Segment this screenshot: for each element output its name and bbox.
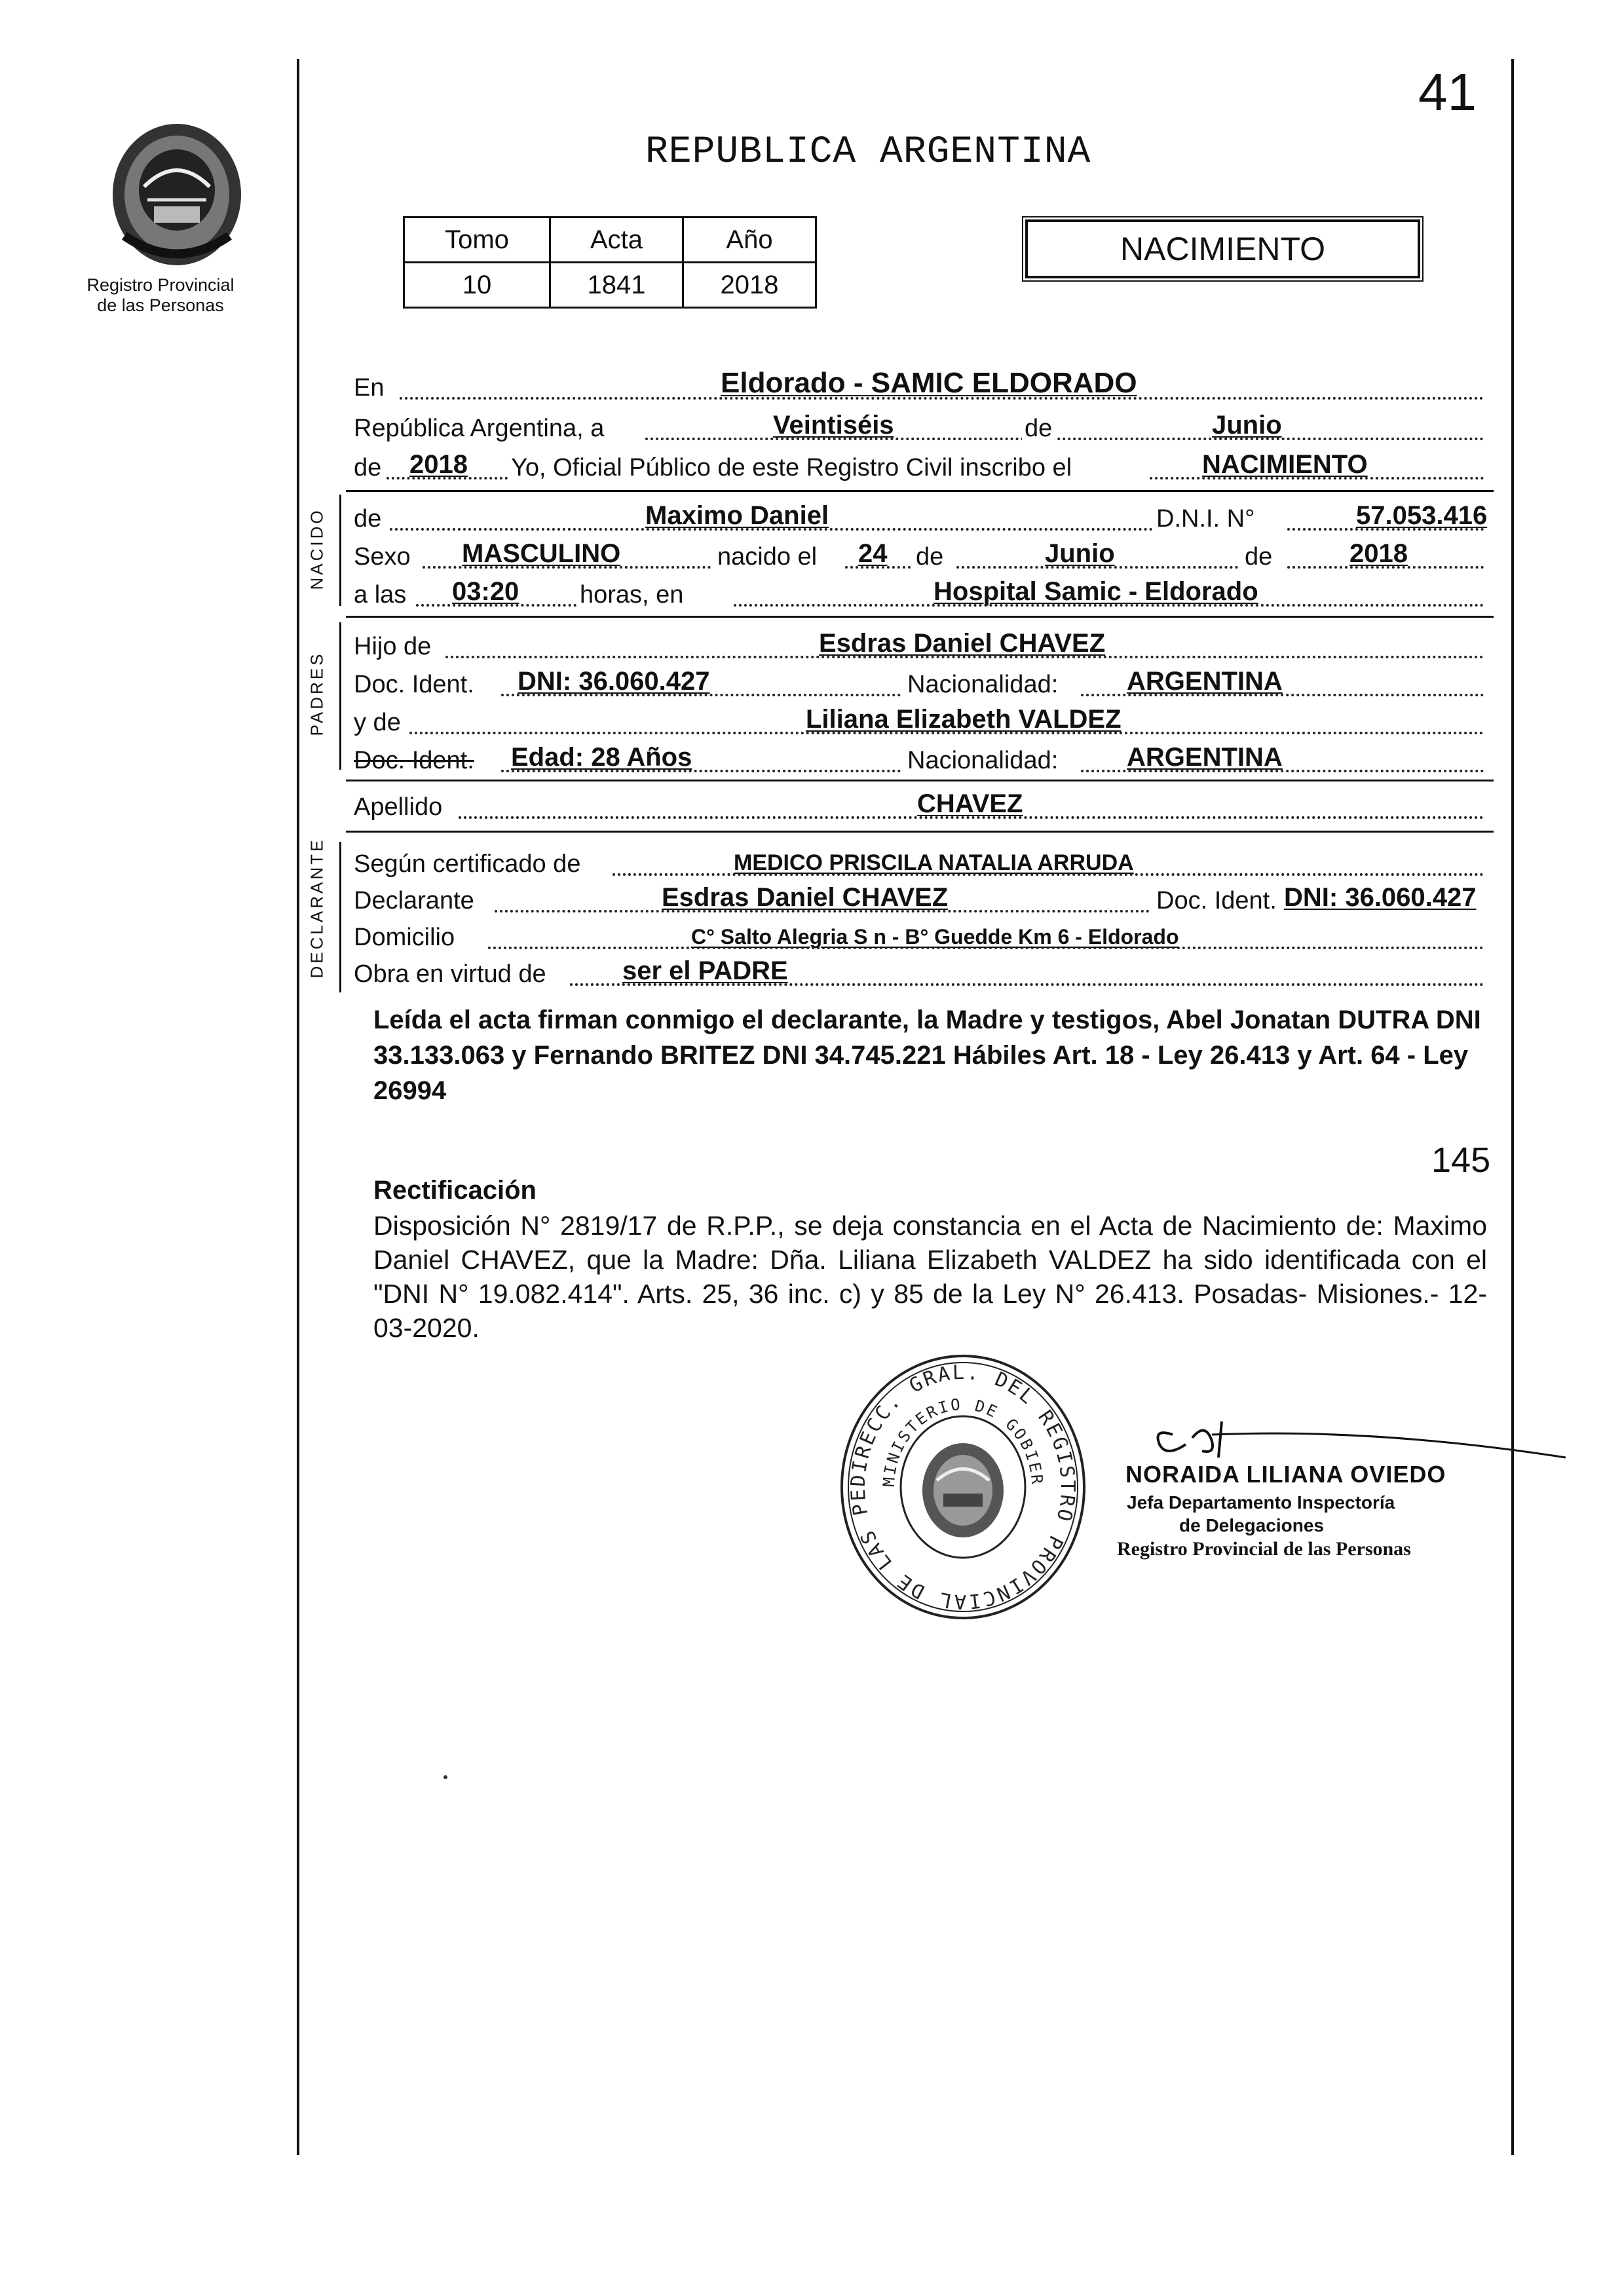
label-de: de bbox=[916, 543, 944, 571]
province-logo bbox=[108, 121, 246, 269]
inscribo-value: NACIMIENTO bbox=[1202, 450, 1368, 479]
label-de: de bbox=[1022, 415, 1055, 443]
signatory-org: Registro Provincial de las Personas bbox=[1117, 1538, 1411, 1560]
rectificacion-title: Rectificación bbox=[373, 1176, 537, 1205]
row-padre bbox=[354, 626, 1484, 664]
row-apellido bbox=[354, 786, 1484, 824]
label-horas: horas, en bbox=[580, 581, 684, 609]
label-hijo-de: Hijo de bbox=[354, 633, 432, 660]
section-bar-nacido bbox=[339, 495, 341, 606]
page-number: 41 bbox=[1418, 63, 1477, 121]
sexo-value: MASCULINO bbox=[462, 539, 621, 568]
signatory-name: NORAIDA LILIANA OVIEDO bbox=[1125, 1461, 1446, 1488]
label-doc-ident-struck: Doc. Ident. bbox=[354, 747, 474, 774]
row-madre bbox=[354, 702, 1484, 740]
row-nacido-sexo bbox=[354, 536, 1484, 574]
label-doc-ident: Doc. Ident. bbox=[1156, 887, 1277, 914]
label-dni: D.N.I. N° bbox=[1156, 505, 1255, 533]
rectificacion-body: Disposición N° 2819/17 de R.P.P., se deja constancia en el Acta de Nacimiento de: Maximo Daniel CHAVEZ, que la Madre: Dña. Liliana Elizabeth VALDEZ ha sido identificada con el "DNI N° 19.082.414". Arts. 25, 36 inc. c) y 85 de la Ley N° 26.413. Posadas- Misiones.- 12-03-2020. bbox=[373, 1211, 1487, 1343]
label-de: de bbox=[1245, 543, 1273, 571]
birth-place: Hospital Samic - Eldorado bbox=[934, 577, 1258, 606]
mother-nationality: ARGENTINA bbox=[1127, 743, 1283, 772]
father-nationality: ARGENTINA bbox=[1127, 667, 1283, 696]
label-domicilio: Domicilio bbox=[354, 924, 455, 951]
father-name: Esdras Daniel CHAVEZ bbox=[819, 629, 1106, 658]
section-bar-declarante bbox=[339, 842, 341, 992]
label-segun-certificado: Según certificado de bbox=[354, 850, 581, 878]
misiones-coat-of-arms-icon bbox=[108, 121, 246, 269]
father-doc: DNI: 36.060.427 bbox=[518, 667, 710, 696]
declarante-value: Esdras Daniel CHAVEZ bbox=[662, 883, 949, 912]
mother-age: Edad: 28 Años bbox=[511, 743, 692, 772]
label-nacionalidad: Nacionalidad: bbox=[907, 747, 1059, 774]
record-type-box: NACIMIENTO bbox=[1025, 219, 1420, 278]
label-sexo: Sexo bbox=[354, 543, 411, 571]
label-apellido: Apellido bbox=[354, 793, 443, 821]
row-obra bbox=[354, 953, 1484, 991]
stray-dot bbox=[443, 1775, 447, 1779]
table-value-acta: 1841 bbox=[550, 263, 683, 308]
right-margin-line bbox=[1511, 59, 1514, 2155]
seal-outer-text: DIRECC. GRAL. DEL REGISTRO PROVINCIAL DE LAS PE bbox=[846, 1361, 1080, 1613]
row-padre-doc bbox=[354, 664, 1484, 702]
section-bar-padres bbox=[339, 622, 341, 770]
row-republica bbox=[354, 407, 1484, 445]
row-nacido-nombre bbox=[354, 498, 1488, 536]
table-header-tomo: Tomo bbox=[404, 217, 550, 263]
label-republica: República Argentina, a bbox=[354, 415, 605, 442]
table-value-ano: 2018 bbox=[683, 263, 816, 308]
label-nacionalidad: Nacionalidad: bbox=[907, 671, 1059, 698]
divider bbox=[346, 616, 1494, 618]
section-label-nacido: NACIDO bbox=[307, 508, 327, 590]
label-de-year: de bbox=[354, 454, 382, 481]
label-declarante: Declarante bbox=[354, 887, 474, 914]
rectificacion-number: 145 bbox=[1431, 1140, 1491, 1180]
label-yo: Yo, Oficial Público de este Registro Civil inscribo el bbox=[511, 454, 1072, 481]
table-header-acta: Acta bbox=[550, 217, 683, 263]
row-declarante bbox=[354, 880, 1484, 918]
label-obra-en-virtud: Obra en virtud de bbox=[354, 960, 546, 988]
divider bbox=[346, 831, 1494, 833]
logo-caption: Registro Provincial de las Personas bbox=[86, 275, 235, 315]
birth-time: 03:20 bbox=[452, 577, 519, 606]
birth-month: Junio bbox=[1045, 539, 1115, 568]
closing-paragraph: Leída el acta firman conmigo el declarante, la Madre y testigos, Abel Jonatan DUTRA DNI 33.133.063 y Fernando BRITEZ DNI 34.745.221 Hábiles Art. 18 - Ley 26.413 y Art. 64 - Ley 26994 bbox=[373, 1006, 1481, 1105]
divider bbox=[346, 490, 1494, 492]
row-nacido-hora bbox=[354, 574, 1484, 612]
domicilio-value: C° Salto Alegria S n - B° Guedde Km 6 - Eldorado bbox=[691, 925, 1179, 949]
row-en bbox=[354, 367, 1484, 405]
divider bbox=[346, 780, 1494, 781]
row-madre-doc bbox=[354, 740, 1484, 778]
row-certificado bbox=[354, 843, 1484, 881]
day-in-words: Veintiséis bbox=[773, 411, 894, 440]
apellido-value: CHAVEZ bbox=[917, 789, 1023, 818]
official-seal bbox=[832, 1349, 1094, 1625]
certificado-value: MEDICO PRISCILA NATALIA ARRUDA bbox=[734, 850, 1134, 875]
birth-year: 2018 bbox=[1349, 539, 1408, 568]
table-header-ano: Año bbox=[683, 217, 816, 263]
left-margin-line bbox=[297, 59, 299, 2155]
label-a-las: a las bbox=[354, 581, 407, 609]
label-y-de: y de bbox=[354, 709, 401, 736]
child-name: Maximo Daniel bbox=[645, 501, 829, 530]
tomo-acta-ano-table bbox=[403, 216, 817, 309]
row-yo bbox=[354, 447, 1484, 485]
seal-inner-text: MINISTERIO DE GOBIER bbox=[879, 1395, 1047, 1488]
dotted-line bbox=[645, 438, 1484, 440]
birth-day: 24 bbox=[858, 539, 888, 568]
label-nacido-el: nacido el bbox=[717, 543, 818, 571]
table-value-tomo: 10 bbox=[404, 263, 550, 308]
year-value: 2018 bbox=[409, 450, 468, 479]
label-doc-ident: Doc. Ident. bbox=[354, 671, 474, 698]
place-value: Eldorado - SAMIC ELDORADO bbox=[721, 367, 1137, 399]
section-label-declarante: DECLARANTE bbox=[307, 837, 327, 979]
row-domicilio bbox=[354, 916, 1484, 954]
signatory-title: Jefa Departamento Inspectoría bbox=[1127, 1492, 1395, 1513]
signatory-dept: de Delegaciones bbox=[1179, 1515, 1324, 1535]
label-en: En bbox=[354, 374, 385, 402]
mother-name: Liliana Elizabeth VALDEZ bbox=[806, 705, 1122, 734]
section-label-padres: PADRES bbox=[307, 651, 327, 736]
seal-stamp-icon bbox=[832, 1349, 1094, 1625]
page-title: REPUBLICA ARGENTINA bbox=[645, 131, 1091, 174]
label-de: de bbox=[354, 505, 382, 533]
declarante-doc: DNI: 36.060.427 bbox=[1284, 883, 1477, 912]
child-dni: 57.053.416 bbox=[1356, 501, 1488, 530]
obra-value: ser el PADRE bbox=[622, 956, 788, 985]
month-value: Junio bbox=[1212, 411, 1282, 440]
